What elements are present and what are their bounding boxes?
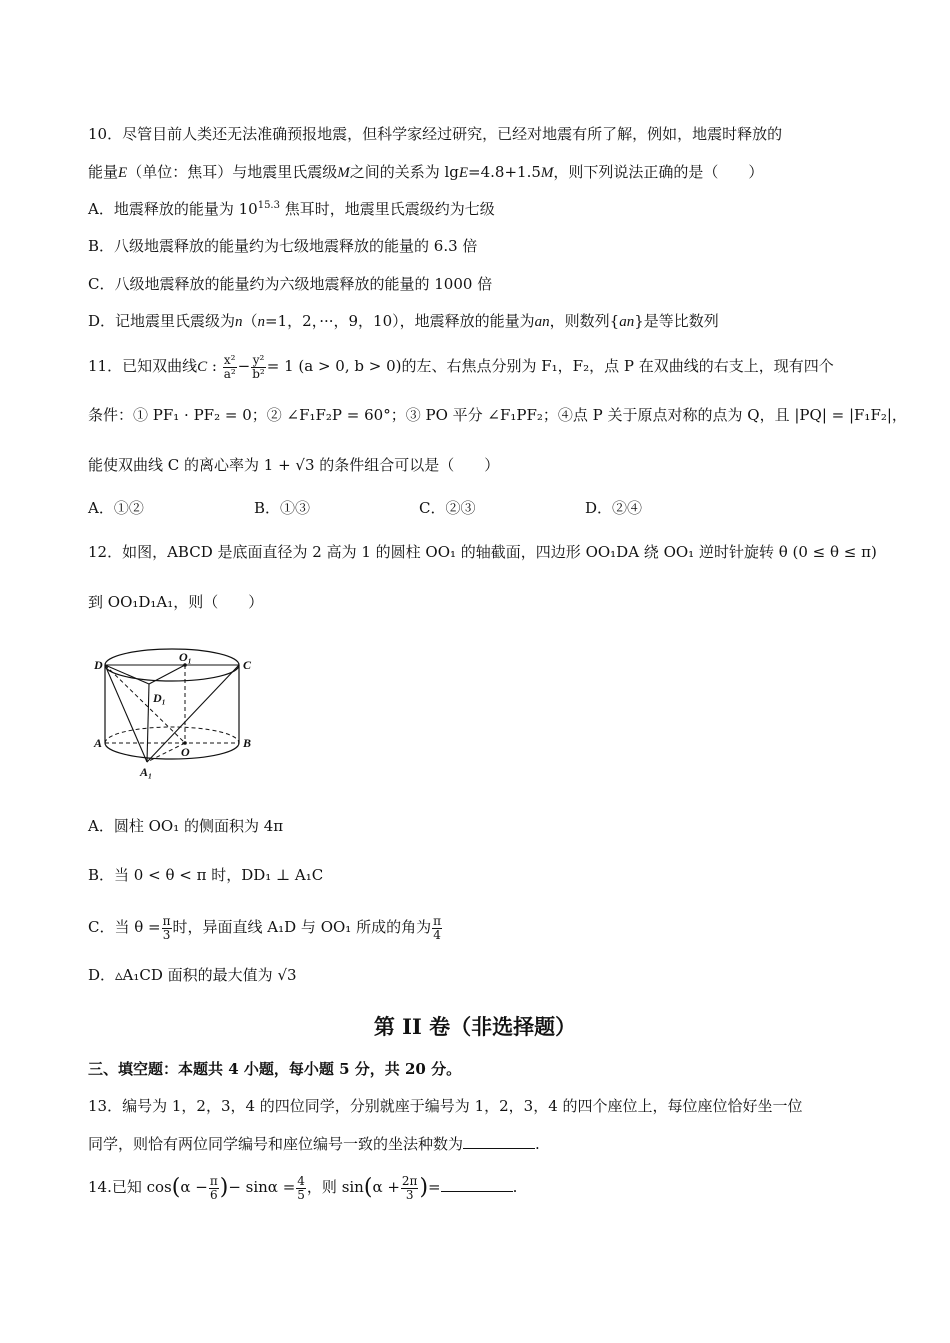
q10-option-a: A．地震释放的能量为 $10^{15.3}$ 焦耳时，地震里氏震级约为七级	[88, 200, 495, 218]
q11-option-d: D．②④	[585, 499, 643, 517]
label-c: C	[243, 658, 252, 672]
segment-do	[105, 665, 185, 743]
q12-stem-line1: 12．如图，ABCD 是底面直径为 2 高为 1 的圆柱 OO₁ 的轴截面，四边形 OO₁DA 绕 OO₁ 逆时针旋转 θ (0 ≤ θ ≤ π)	[88, 543, 877, 561]
q13-stem-line2: 同学，则恰有两位同学编号和座位编号一致的坐法种数为 .	[88, 1135, 540, 1153]
q11-stem-line1: 11．已知双曲线C : $\frac{\text{x²}}{\text{a²}}$ − $\frac{\text{y²}}{\text{b²}}$ = 1 (a > 0, b > 0)的左、右焦点分别为 F₁，F₂，点 P 在双曲线的右支上，现有四个	[88, 352, 834, 381]
segment-d1a1	[147, 684, 149, 762]
q11-option-a: A．①②	[88, 499, 144, 517]
q14-stem: 14.已知 cos(α − $\frac{\pi}{6}$ )− sinα = $\frac{4}{5}$ ，则 sin(α + $\frac{2\pi}{3}$ )= .	[88, 1173, 518, 1202]
q14-answer-blank[interactable]	[441, 1177, 513, 1192]
q10-option-b: B．八级地震释放的能量约为七级地震释放的能量的 6.3 倍	[88, 237, 478, 255]
q12-option-d: D．▵A₁CD 面积的最大值为 √3	[88, 966, 297, 984]
q12-option-b: B．当 0 < θ < π 时，DD₁ ⊥ A₁C	[88, 866, 324, 884]
label-o1: O₁	[179, 650, 192, 664]
q10-option-c: C．八级地震释放的能量约为六级地震释放的能量的 1000 倍	[88, 275, 493, 293]
q13-answer-blank[interactable]	[463, 1134, 535, 1149]
q11-option-b: B．①③	[254, 499, 311, 517]
q11-stem-line3: 能使双曲线 C 的离心率为 1 + √3 的条件组合可以是（ ）	[88, 456, 500, 474]
section-heading: 第 II 卷（非选择题）	[373, 1014, 577, 1039]
fraction-x2-a2: $\frac{\text{x²}}{\text{a²}}$	[223, 352, 236, 381]
label-a1: A₁	[140, 765, 153, 779]
q11-stem-line2: 条件：① PF₁ · PF₂ = 0；② ∠F₁F₂P = 60°；③ PO 平分 ∠F₁PF₂；④点 P 关于原点对称的点为 Q，且 |PQ| = |F₁F₂|，	[88, 406, 907, 424]
fraction-pi-4: $\frac{\pi}{4}$	[433, 913, 441, 942]
q11-option-c: C．②③	[419, 499, 476, 517]
label-b: B	[243, 736, 252, 750]
fraction-2pi-3: $\frac{2\pi}{3}$	[401, 1173, 418, 1202]
q13-stem-line1: 13．编号为 1，2，3，4 的四位同学，分别就座于编号为 1，2，3，4 的四个座位上，每位座位恰好坐一位	[88, 1097, 803, 1115]
q10-option-d: D．记地震里氏震级为n（n=1，2，···，9，10），地震释放的能量为an，则数列{an}是等比数列	[88, 312, 719, 330]
q10-stem-line2: 能量E（单位：焦耳）与地震里氏震级M之间的关系为 lgE=4.8+1.5M，则下列说法正确的是（ ）	[88, 163, 764, 181]
fraction-pi-6: $\frac{\pi}{6}$	[209, 1173, 218, 1202]
fraction-y2-b2: $\frac{\text{y²}}{\text{b²}}$	[252, 352, 265, 381]
section-three-title: 三、填空题：本题共 4 小题，每小题 5 分，共 20 分。	[88, 1060, 462, 1078]
label-o: O	[181, 745, 190, 759]
bottom-ellipse-front	[105, 743, 239, 759]
label-d: D	[94, 658, 103, 672]
cylinder-figure	[92, 640, 292, 785]
label-d1: D₁	[153, 691, 166, 705]
q12-option-a: A．圆柱 OO₁ 的侧面积为 4π	[88, 817, 284, 835]
segment-ca1	[147, 665, 239, 762]
q10-stem-line1: 10．尽管目前人类还无法准确预报地震，但科学家经过研究，已经对地震有所了解，例如，地震时释放的	[88, 125, 783, 143]
fraction-pi-3: $\frac{\pi}{3}$	[162, 913, 171, 942]
label-a: A	[94, 736, 103, 750]
fraction-4-5: $\frac{4}{5}$	[297, 1173, 305, 1202]
q12-stem-line2: 到 OO₁D₁A₁，则（ ）	[88, 593, 264, 611]
q12-option-c: C．当 θ = $\frac{\pi}{3}$ 时，异面直线 A₁D 与 OO₁ 所成的角为 $\frac{\pi}{4}$	[88, 913, 441, 942]
